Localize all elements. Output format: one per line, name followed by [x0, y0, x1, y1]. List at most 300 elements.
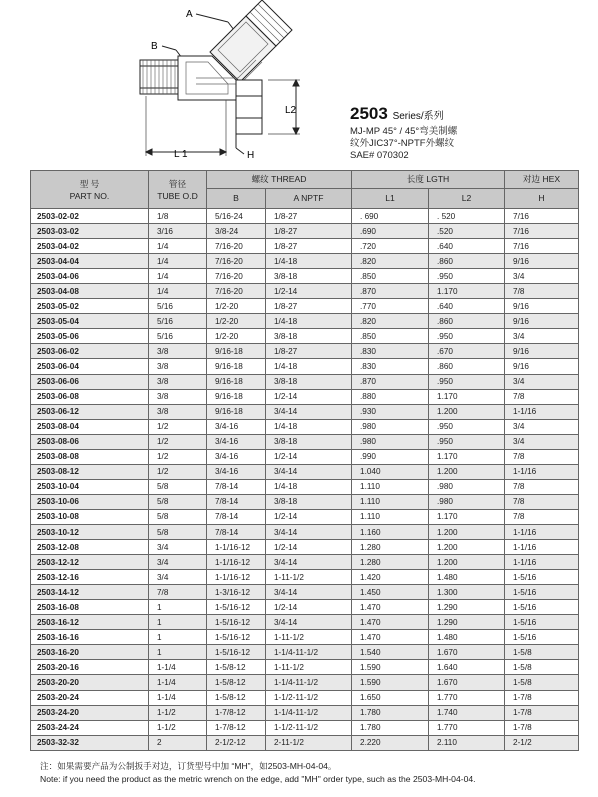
cell-length-l1: .830: [352, 359, 429, 374]
table-row: [31, 660, 579, 675]
cell-length-l2: 1.200: [429, 555, 505, 570]
cell-thread-b: 3/8-24: [207, 224, 266, 239]
cell-thread-anptf: 1-1/4-11-1/2: [266, 645, 352, 660]
cell-thread-anptf: 1/2-14: [266, 449, 352, 464]
cell-tube-od: 1/2: [149, 434, 207, 449]
cell-hex-h: 1-1/16: [505, 464, 579, 479]
cell-length-l2: 1.170: [429, 389, 505, 404]
cell-length-l2: . 520: [429, 209, 505, 224]
cell-hex-h: 3/4: [505, 434, 579, 449]
table-row: [31, 359, 579, 374]
table-row: [31, 464, 579, 479]
cell-tube-od: 1: [149, 630, 207, 645]
cell-thread-anptf: 1/8-27: [266, 344, 352, 359]
cell-tube-od: 3/16: [149, 224, 207, 239]
cell-part-no: 2503-20-24: [31, 690, 149, 705]
cell-hex-h: 9/16: [505, 314, 579, 329]
cell-tube-od: 1-1/4: [149, 675, 207, 690]
cell-length-l2: 1.770: [429, 720, 505, 735]
cell-thread-b: 7/8-14: [207, 524, 266, 539]
cell-length-l2: .950: [429, 269, 505, 284]
cell-thread-b: 1-5/16-12: [207, 615, 266, 630]
cell-thread-anptf: 1/8-27: [266, 224, 352, 239]
cell-thread-b: 1-5/8-12: [207, 660, 266, 675]
cell-hex-h: 1-5/16: [505, 615, 579, 630]
cell-hex-h: 1-5/8: [505, 675, 579, 690]
cell-hex-h: 1-5/16: [505, 600, 579, 615]
header-part-en: PART NO.: [69, 190, 110, 201]
cell-thread-anptf: 1/2-14: [266, 284, 352, 299]
table-row: [31, 254, 579, 269]
cell-hex-h: 1-7/8: [505, 705, 579, 720]
table-row: [31, 615, 579, 630]
header-tube: [149, 171, 207, 209]
cell-part-no: 2503-14-12: [31, 585, 149, 600]
cell-part-no: 2503-06-08: [31, 389, 149, 404]
cell-tube-od: 5/8: [149, 524, 207, 539]
cell-hex-h: 1-5/16: [505, 585, 579, 600]
cell-tube-od: 1/4: [149, 269, 207, 284]
cell-length-l1: 1.470: [352, 630, 429, 645]
cell-length-l2: .860: [429, 254, 505, 269]
cell-tube-od: 1/8: [149, 209, 207, 224]
cell-hex-h: 3/4: [505, 269, 579, 284]
cell-length-l2: 1.290: [429, 600, 505, 615]
cell-part-no: 2503-05-02: [31, 299, 149, 314]
cell-thread-anptf: 3/4-14: [266, 555, 352, 570]
cell-length-l1: 1.280: [352, 555, 429, 570]
cell-thread-anptf: 1-1/4-11-1/2: [266, 705, 352, 720]
cell-thread-anptf: 1/2-14: [266, 540, 352, 555]
cell-length-l1: .820: [352, 254, 429, 269]
cell-thread-b: 1-7/8-12: [207, 705, 266, 720]
cell-length-l2: 1.300: [429, 585, 505, 600]
cell-thread-b: 1-1/16-12: [207, 570, 266, 585]
cell-thread-anptf: 3/8-18: [266, 434, 352, 449]
cell-part-no: 2503-10-08: [31, 509, 149, 524]
cell-thread-b: 7/8-14: [207, 494, 266, 509]
cell-hex-h: 9/16: [505, 359, 579, 374]
header-l1: L1: [352, 189, 429, 209]
cell-tube-od: 1-1/4: [149, 660, 207, 675]
cell-length-l1: .880: [352, 389, 429, 404]
cell-length-l1: .930: [352, 404, 429, 419]
cell-thread-anptf: 3/8-18: [266, 374, 352, 389]
cell-length-l2: 2.110: [429, 735, 505, 750]
cell-length-l1: 1.280: [352, 540, 429, 555]
cell-length-l2: .950: [429, 434, 505, 449]
table-row: [31, 374, 579, 389]
cell-part-no: 2503-12-12: [31, 555, 149, 570]
cell-thread-b: 9/16-18: [207, 374, 266, 389]
cell-length-l1: .990: [352, 449, 429, 464]
cell-tube-od: 5/16: [149, 314, 207, 329]
cell-length-l1: .690: [352, 224, 429, 239]
cell-hex-h: 3/4: [505, 329, 579, 344]
cell-thread-anptf: 1-11-1/2: [266, 630, 352, 645]
header-tube-en: TUBE O.D: [157, 190, 198, 201]
table-row: [31, 645, 579, 660]
table-row: [31, 585, 579, 600]
cell-hex-h: 7/8: [505, 494, 579, 509]
cell-hex-h: 7/8: [505, 479, 579, 494]
cell-hex-h: 7/16: [505, 224, 579, 239]
series-sae: SAE# 070302: [350, 150, 409, 161]
cell-thread-b: 1-7/8-12: [207, 720, 266, 735]
cell-part-no: 2503-12-08: [31, 540, 149, 555]
cell-tube-od: 3/8: [149, 389, 207, 404]
cell-part-no: 2503-08-06: [31, 434, 149, 449]
cell-thread-anptf: 3/4-14: [266, 524, 352, 539]
cell-hex-h: 7/8: [505, 449, 579, 464]
cell-part-no: 2503-02-02: [31, 209, 149, 224]
cell-tube-od: 5/16: [149, 329, 207, 344]
label-l1: L 1: [174, 149, 188, 160]
cell-part-no: 2503-06-06: [31, 374, 149, 389]
cell-length-l2: .860: [429, 359, 505, 374]
cell-tube-od: 3/4: [149, 555, 207, 570]
cell-length-l1: 1.780: [352, 720, 429, 735]
cell-part-no: 2503-04-02: [31, 239, 149, 254]
table-row: [31, 434, 579, 449]
cell-length-l1: 1.470: [352, 600, 429, 615]
cell-length-l2: .640: [429, 299, 505, 314]
cell-thread-anptf: 1/4-18: [266, 419, 352, 434]
series-suffix: Series/系列: [392, 111, 444, 122]
cell-part-no: 2503-16-16: [31, 630, 149, 645]
cell-tube-od: 3/4: [149, 570, 207, 585]
cell-thread-b: 2-1/2-12: [207, 735, 266, 750]
cell-length-l1: .850: [352, 329, 429, 344]
cell-hex-h: 1-5/8: [505, 645, 579, 660]
cell-hex-h: 1-7/8: [505, 720, 579, 735]
cell-length-l2: 1.770: [429, 690, 505, 705]
spec-table-body: [31, 209, 579, 751]
cell-part-no: 2503-06-12: [31, 404, 149, 419]
table-row: [31, 389, 579, 404]
cell-thread-anptf: 1/2-14: [266, 509, 352, 524]
cell-part-no: 2503-03-02: [31, 224, 149, 239]
cell-part-no: 2503-10-12: [31, 524, 149, 539]
table-row: [31, 690, 579, 705]
table-row: [31, 209, 579, 224]
cell-part-no: 2503-16-08: [31, 600, 149, 615]
cell-length-l2: .860: [429, 314, 505, 329]
cell-tube-od: 1-1/2: [149, 720, 207, 735]
cell-length-l1: .720: [352, 239, 429, 254]
cell-length-l1: .820: [352, 314, 429, 329]
cell-thread-b: 1-5/16-12: [207, 630, 266, 645]
cell-thread-b: 3/4-16: [207, 419, 266, 434]
table-row: [31, 284, 579, 299]
cell-length-l1: 1.110: [352, 479, 429, 494]
cell-tube-od: 3/8: [149, 374, 207, 389]
cell-thread-b: 3/4-16: [207, 434, 266, 449]
table-row: [31, 269, 579, 284]
cell-hex-h: 1-1/16: [505, 404, 579, 419]
table-row: [31, 705, 579, 720]
cell-thread-anptf: 1-11-1/2: [266, 660, 352, 675]
cell-length-l2: 1.670: [429, 675, 505, 690]
cell-length-l1: 1.650: [352, 690, 429, 705]
cell-length-l1: .870: [352, 284, 429, 299]
header-thread: 螺纹 THREAD: [207, 171, 352, 189]
cell-thread-anptf: 1/4-18: [266, 254, 352, 269]
cell-length-l2: 1.480: [429, 630, 505, 645]
cell-thread-b: 7/16-20: [207, 284, 266, 299]
cell-length-l2: 1.200: [429, 404, 505, 419]
cell-tube-od: 1/2: [149, 464, 207, 479]
cell-thread-b: 1-1/16-12: [207, 540, 266, 555]
table-row: [31, 630, 579, 645]
note-cn: 注：如果需要产品为公制扳手对边，订货型号中加 “MH”，如2503-MH-04-04。: [40, 761, 337, 771]
cell-length-l1: 1.420: [352, 570, 429, 585]
cell-hex-h: 7/8: [505, 509, 579, 524]
cell-part-no: 2503-08-08: [31, 449, 149, 464]
cell-tube-od: 1: [149, 615, 207, 630]
cell-length-l2: 1.290: [429, 615, 505, 630]
cell-length-l2: 1.670: [429, 645, 505, 660]
cell-length-l2: 1.480: [429, 570, 505, 585]
cell-length-l2: 1.170: [429, 284, 505, 299]
cell-thread-anptf: 1/2-14: [266, 600, 352, 615]
cell-thread-anptf: 1-1/2-11-1/2: [266, 720, 352, 735]
cell-tube-od: 1-1/2: [149, 705, 207, 720]
cell-thread-b: 1-1/16-12: [207, 555, 266, 570]
cell-part-no: 2503-16-20: [31, 645, 149, 660]
cell-length-l2: .670: [429, 344, 505, 359]
cell-tube-od: 3/8: [149, 359, 207, 374]
cell-thread-b: 9/16-18: [207, 404, 266, 419]
label-l2: L2: [285, 105, 297, 116]
cell-length-l1: 1.040: [352, 464, 429, 479]
cell-thread-b: 1-3/16-12: [207, 585, 266, 600]
cell-tube-od: 1/4: [149, 284, 207, 299]
spec-table: [30, 170, 579, 751]
cell-thread-b: 1-5/16-12: [207, 645, 266, 660]
cell-length-l1: 1.470: [352, 615, 429, 630]
cell-length-l1: 1.590: [352, 675, 429, 690]
header-hex: 对边 HEX: [505, 171, 579, 189]
header-anptf: A NPTF: [266, 189, 352, 209]
cell-thread-anptf: 1-1/2-11-1/2: [266, 690, 352, 705]
table-row: [31, 314, 579, 329]
cell-length-l2: .950: [429, 374, 505, 389]
header-l2: L2: [429, 189, 505, 209]
cell-tube-od: 3/8: [149, 344, 207, 359]
cell-length-l1: .770: [352, 299, 429, 314]
cell-length-l1: .830: [352, 344, 429, 359]
cell-tube-od: 5/8: [149, 479, 207, 494]
cell-thread-anptf: 3/8-18: [266, 269, 352, 284]
cell-length-l2: .520: [429, 224, 505, 239]
cell-part-no: 2503-04-06: [31, 269, 149, 284]
cell-hex-h: 1-7/8: [505, 690, 579, 705]
cell-thread-anptf: 2-11-1/2: [266, 735, 352, 750]
cell-hex-h: 1-5/16: [505, 570, 579, 585]
cell-length-l1: 1.160: [352, 524, 429, 539]
cell-part-no: 2503-10-06: [31, 494, 149, 509]
cell-part-no: 2503-05-04: [31, 314, 149, 329]
cell-thread-anptf: 3/4-14: [266, 464, 352, 479]
cell-part-no: 2503-16-12: [31, 615, 149, 630]
table-row: [31, 735, 579, 750]
cell-length-l2: 1.740: [429, 705, 505, 720]
cell-thread-anptf: 3/4-14: [266, 615, 352, 630]
cell-length-l2: .980: [429, 494, 505, 509]
cell-thread-anptf: 1-1/4-11-1/2: [266, 675, 352, 690]
cell-tube-od: 7/8: [149, 585, 207, 600]
table-row: [31, 239, 579, 254]
header-part-no: [31, 171, 149, 209]
cell-part-no: 2503-06-04: [31, 359, 149, 374]
cell-tube-od: 3/8: [149, 404, 207, 419]
cell-length-l1: .980: [352, 434, 429, 449]
cell-thread-b: 7/16-20: [207, 269, 266, 284]
cell-thread-b: 5/16-24: [207, 209, 266, 224]
cell-thread-anptf: 3/8-18: [266, 494, 352, 509]
cell-thread-b: 9/16-18: [207, 389, 266, 404]
cell-thread-anptf: 3/4-14: [266, 585, 352, 600]
cell-length-l2: 1.200: [429, 540, 505, 555]
cell-thread-b: 3/4-16: [207, 464, 266, 479]
table-row: [31, 224, 579, 239]
cell-length-l1: 1.540: [352, 645, 429, 660]
cell-part-no: 2503-20-20: [31, 675, 149, 690]
cell-thread-anptf: 1/8-27: [266, 209, 352, 224]
cell-hex-h: 2-1/2: [505, 735, 579, 750]
series-title: [350, 104, 590, 126]
table-row: [31, 675, 579, 690]
cell-tube-od: 5/8: [149, 494, 207, 509]
cell-thread-b: 1-5/8-12: [207, 675, 266, 690]
cell-tube-od: 1/4: [149, 239, 207, 254]
cell-length-l2: 1.170: [429, 509, 505, 524]
cell-thread-b: 1-5/16-12: [207, 600, 266, 615]
table-row: [31, 449, 579, 464]
cell-part-no: 2503-24-20: [31, 705, 149, 720]
cell-thread-b: 9/16-18: [207, 344, 266, 359]
cell-thread-b: 1-5/8-12: [207, 690, 266, 705]
cell-part-no: 2503-08-12: [31, 464, 149, 479]
cell-hex-h: 7/16: [505, 239, 579, 254]
series-info: [350, 104, 590, 162]
cell-tube-od: 1: [149, 600, 207, 615]
cell-part-no: 2503-12-16: [31, 570, 149, 585]
cell-length-l2: 1.200: [429, 524, 505, 539]
cell-thread-anptf: 1/8-27: [266, 239, 352, 254]
cell-hex-h: 7/16: [505, 209, 579, 224]
cell-length-l1: 1.110: [352, 494, 429, 509]
cell-length-l1: .980: [352, 419, 429, 434]
cell-part-no: 2503-06-02: [31, 344, 149, 359]
cell-part-no: 2503-08-04: [31, 419, 149, 434]
cell-length-l2: .950: [429, 329, 505, 344]
cell-tube-od: 1/4: [149, 254, 207, 269]
cell-length-l1: 1.110: [352, 509, 429, 524]
header-length: 长度 LGTH: [352, 171, 505, 189]
table-row: [31, 509, 579, 524]
cell-thread-anptf: 1-11-1/2: [266, 570, 352, 585]
cell-length-l2: .950: [429, 419, 505, 434]
table-row: [31, 404, 579, 419]
cell-part-no: 2503-20-16: [31, 660, 149, 675]
cell-hex-h: 1-5/16: [505, 630, 579, 645]
cell-thread-anptf: 1/8-27: [266, 299, 352, 314]
table-row: [31, 600, 579, 615]
cell-length-l2: .980: [429, 479, 505, 494]
cell-part-no: 2503-32-32: [31, 735, 149, 750]
cell-part-no: 2503-05-06: [31, 329, 149, 344]
cell-hex-h: 3/4: [505, 374, 579, 389]
table-row: [31, 555, 579, 570]
cell-hex-h: 9/16: [505, 254, 579, 269]
cell-length-l2: 1.200: [429, 464, 505, 479]
leader-b: [162, 46, 176, 50]
series-number: 2503: [350, 104, 388, 123]
cell-length-l1: 1.590: [352, 660, 429, 675]
table-row: [31, 494, 579, 509]
cell-hex-h: 1-1/16: [505, 540, 579, 555]
table-row: [31, 299, 579, 314]
header-h: H: [505, 189, 579, 209]
cell-tube-od: 1-1/4: [149, 690, 207, 705]
header-part-cn: 型 号: [79, 178, 100, 189]
cell-length-l1: 2.220: [352, 735, 429, 750]
cell-hex-h: 9/16: [505, 344, 579, 359]
series-desc-2: 纹外JIC37°-NPTF外螺纹: [350, 138, 455, 149]
cell-tube-od: 1/2: [149, 419, 207, 434]
cell-part-no: 2503-04-08: [31, 284, 149, 299]
cell-thread-b: 7/16-20: [207, 254, 266, 269]
cell-tube-od: 5/8: [149, 509, 207, 524]
cell-tube-od: 1: [149, 645, 207, 660]
cell-tube-od: 5/16: [149, 299, 207, 314]
cell-thread-anptf: 3/4-14: [266, 404, 352, 419]
cell-length-l1: .870: [352, 374, 429, 389]
table-row: [31, 524, 579, 539]
label-h: H: [247, 150, 255, 161]
cell-hex-h: 1-1/16: [505, 555, 579, 570]
cell-part-no: 2503-04-04: [31, 254, 149, 269]
cell-tube-od: 2: [149, 735, 207, 750]
notes: [40, 760, 590, 785]
leader-a: [196, 14, 228, 22]
cell-thread-b: 1/2-20: [207, 299, 266, 314]
table-row: [31, 329, 579, 344]
cell-length-l1: . 690: [352, 209, 429, 224]
cell-tube-od: 1/2: [149, 449, 207, 464]
cell-thread-b: 7/16-20: [207, 239, 266, 254]
table-row: [31, 479, 579, 494]
cell-tube-od: 3/4: [149, 540, 207, 555]
cell-thread-anptf: 1/2-14: [266, 389, 352, 404]
cell-length-l2: 1.170: [429, 449, 505, 464]
cell-part-no: 2503-24-24: [31, 720, 149, 735]
cell-length-l1: 1.450: [352, 585, 429, 600]
cell-length-l1: .850: [352, 269, 429, 284]
header-b: B: [207, 189, 266, 209]
cell-thread-anptf: 1/4-18: [266, 314, 352, 329]
cell-part-no: 2503-10-04: [31, 479, 149, 494]
cell-hex-h: 7/8: [505, 389, 579, 404]
table-row: [31, 419, 579, 434]
table-row: [31, 720, 579, 735]
cell-thread-b: 7/8-14: [207, 509, 266, 524]
series-desc-1: MJ-MP 45° / 45°弯美制螺: [350, 126, 458, 137]
label-b: B: [151, 41, 158, 52]
cell-thread-b: 1/2-20: [207, 314, 266, 329]
